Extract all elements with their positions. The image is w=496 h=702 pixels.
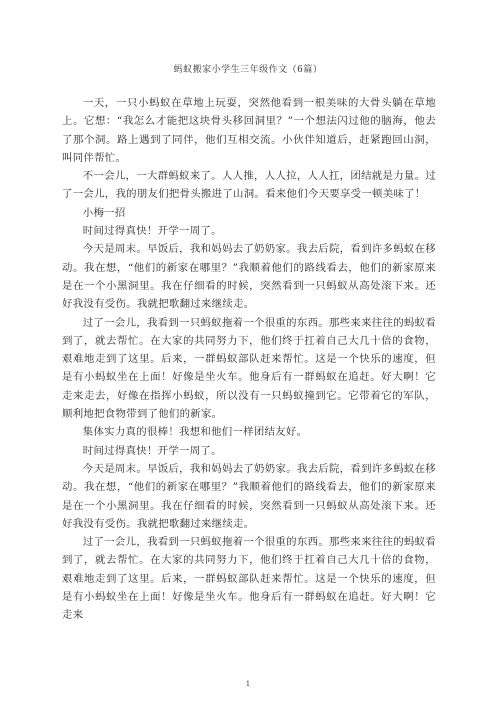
paragraph: 过了一会儿，我看到一只蚂蚁拖着一个很重的东西。那些来来往往的蚂蚁看到了，就去帮忙。在大家的共同努力下，他们终于扛着自己大几十倍的食物，艰难地走到了这里。后来，一群蚂蚁部队赶来帮忙。这是一个快乐的速度，但是有小蚂蚁坐在上面！好像是坐火车。他身后有一群蚂蚁在追赶。好大啊！它走来 (62, 536, 436, 622)
paragraph: 不一会儿，一大群蚂蚁来了。人人推，人人拉，人人扛，团结就是力量。过了一会儿，我的朋友们把骨头搬进了山洞。看来他们今天要享受一顿美味了！ (62, 170, 436, 201)
paragraph: 一天，一只小蚂蚁在草地上玩耍，突然他看到一根美味的大骨头躺在草地上。它想：“我怎么才能把这块骨头移回洞里？”一个想法闪过他的脑海，他去了那个洞。路上遇到了同伴，他们互相交流。小伙伴知道后，赶紧跑回山洞，叫同伴帮忙。 (62, 97, 436, 164)
document-title: 蚂蚁搬家小学生三年级作文（6篇） (173, 65, 323, 75)
paragraph: 时间过得真快！开学一周了。 (82, 225, 222, 238)
paragraph: 今天是周末。早饭后，我和妈妈去了奶奶家。我去后院，看到许多蚂蚁在移动。我在想，“他们的新家在哪里？”我顺着他们的路线看去，他们的新家原来是在一个小黑洞里。我在仔细看的时候，突然看到一只蚂蚁从高处滚下来。还好我没有受伤。我就把歌翻过来继续走。 (62, 243, 436, 311)
document-body (62, 94, 436, 625)
paragraph: 小梅一招 (82, 206, 126, 219)
page-number: 1 (245, 680, 251, 688)
paragraph: 集体实力真的很棒！我想和他们一样团结友好。 (82, 426, 308, 439)
paragraph: 今天是周末。早饭后，我和妈妈去了奶奶家。我去后院，看到许多蚂蚁在移动。我在想，“他们的新家在哪里？”我顺着他们的路线看去，他们的新家原来是在一个小黑洞里。我在仔细看的时候，突然看到一只蚂蚁从高处滚下来。还好我没有受伤。我就把歌翻过来继续走。 (62, 462, 436, 530)
paragraph: 过了一会儿，我看到一只蚂蚁拖着一个很重的东西。那些来来往往的蚂蚁看到了，就去帮忙。在大家的共同努力下，他们终于扛着自己大几十倍的食物，艰难地走到了这里。后来，一群蚂蚁部队赶来帮忙。这是一个快乐的速度，但是有小蚂蚁坐在上面！好像是坐火车。他身后有一群蚂蚁在追赶。好大啊！它走来走去，好像在指挥小蚂蚁，所以没有一只蚂蚁撞到它。它带着它的军队，顺利地把食物带到了他们的新家。 (62, 316, 436, 421)
paragraph: 时间过得真快！开学一周了。 (82, 444, 222, 457)
